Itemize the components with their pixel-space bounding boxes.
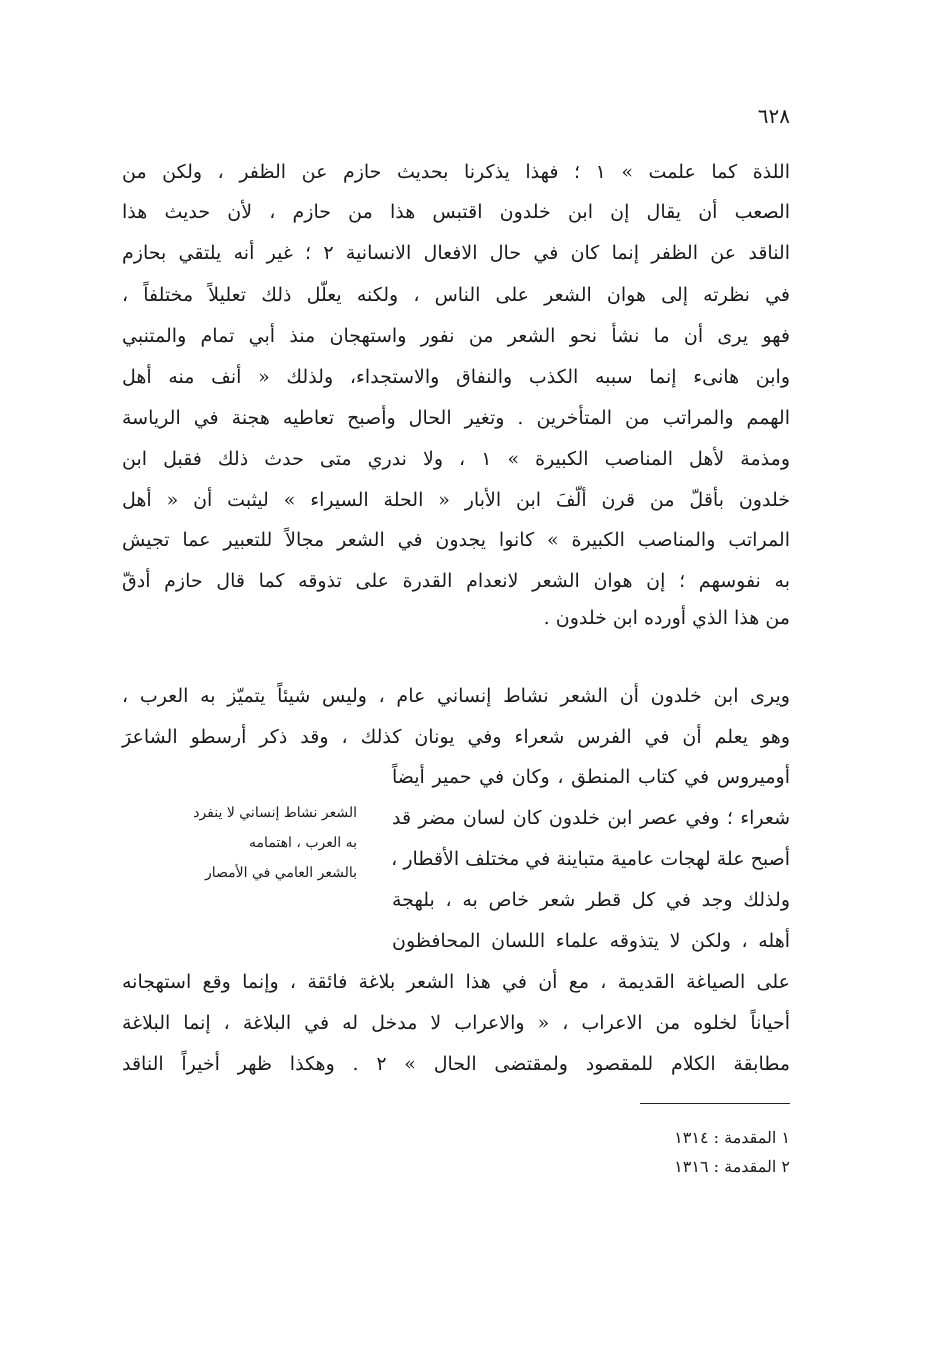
- page-number: ٦٢٨: [757, 104, 790, 128]
- text-line: أصبح علة لهجات عامية متباينة في مختلف الأقطار ،: [391, 848, 790, 870]
- margin-note: [152, 798, 357, 888]
- text-line: المراتب والمناصب الكبيرة » كانوا يجدون في الشعر مجالاً للتعبير عما تجيش: [122, 529, 790, 551]
- text-line: أهله ، ولكن لا يتذوقه علماء اللسان المحافظون: [392, 930, 790, 952]
- text-line: شعراء ؛ وفي عصر ابن خلدون كان لسان مضر قد: [392, 807, 790, 829]
- text-line: ومذمة لأهل المناصب الكبيرة » ١ ، ولا ندري متى حدث ذلك فقبل ابن: [122, 448, 790, 470]
- text-line: في نظرته إلى هوان الشعر على الناس ، ولكنه يعلّل ذلك تعليلاً مختلفاً ،: [122, 284, 790, 306]
- text-line: على الصياغة القديمة ، مع أن في هذا الشعر بلاغة فائقة ، وإنما وقع استهجانه: [122, 971, 790, 993]
- margin-note-line: بالشعر العامي في الأمصار: [205, 865, 357, 881]
- text-line: وابن هانىء إنما سببه الكذب والنفاق والاستجداء، ولذلك « أنف منه أهل: [122, 366, 790, 388]
- text-line: ولذلك وجد في كل قطر شعر خاص به ، بلهجة: [392, 889, 790, 911]
- text-line: خلدون بأقلّ من قرن ألّفَ ابن الأبار « الحلة السيراء » ليثبت أن « أهل: [122, 489, 790, 511]
- footnote: ٢ المقدمة : ١٣١٦: [674, 1157, 790, 1176]
- text-line: اللذة كما علمت » ١ ؛ فهذا يذكرنا بحديث حازم عن الظفر ، ولكن من: [122, 161, 790, 183]
- margin-note-line: الشعر نشاط إنساني لا ينفرد: [193, 805, 357, 821]
- text-line: فهو يرى أن ما نشأ نحو الشعر من نفور واستهجان منذ أبي تمام والمتنبي: [122, 325, 790, 347]
- text-line: أحياناً لخلوه من الاعراب ، « والاعراب لا مدخل له في البلاغة ، إنما البلاغة: [122, 1012, 790, 1034]
- text-line: به نفوسهم ؛ إن هوان الشعر لانعدام القدرة على تذوقه كما قال حازم أدقّ: [122, 570, 790, 592]
- footnote: ١ المقدمة : ١٣١٤: [674, 1128, 790, 1147]
- text-line: من هذا الذي أورده ابن خلدون .: [543, 607, 790, 629]
- text-line: الهمم والمراتب من المتأخرين . وتغير الحال وأصبح تعاطيه هجنة في الرياسة: [122, 407, 790, 429]
- footnote-divider: [640, 1103, 790, 1104]
- text-line: وهو يعلم أن في الفرس شعراء وفي يونان كذلك ، وقد ذكر أرسطو الشاعرَ: [122, 726, 790, 748]
- margin-note-line: به العرب ، اهتمامه: [249, 835, 357, 851]
- text-line: الصعب أن يقال إن ابن خلدون اقتبس هذا من حازم ، لأن حديث هذا: [122, 201, 790, 223]
- text-line: أوميروس في كتاب المنطق ، وكان في حمير أيضاً: [392, 766, 790, 788]
- text-line: الناقد عن الظفر إنما كان في حال الافعال الانسانية ٢ ؛ غير أنه يلتقي بحازم: [122, 242, 791, 264]
- text-line: مطابقة الكلام للمقصود ولمقتضى الحال » ٢ . وهكذا ظهر أخيراً الناقد: [122, 1053, 790, 1075]
- text-line: ويرى ابن خلدون أن الشعر نشاط إنساني عام ، وليس شيئاً يتميّز به العرب ،: [122, 685, 790, 707]
